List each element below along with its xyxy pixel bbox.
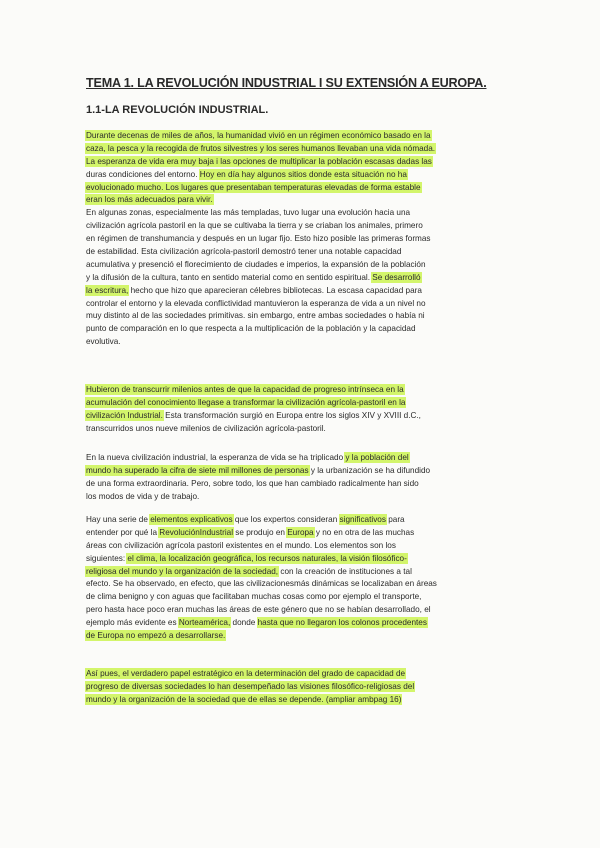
- text-line: [86, 169, 435, 182]
- paragraph-2: [86, 384, 421, 436]
- text-run: Esta transformación surgió en Europa entre los siglos XIV y XVIII d.C.,: [162, 410, 421, 420]
- text-run: con la creación de instituciones a tal: [278, 566, 412, 576]
- highlighted-text: y la población del: [345, 453, 409, 462]
- text-line: [86, 578, 437, 591]
- text-run: de estabilidad. Esta civilización agrícola-pastoril demostró tener una notable capacidad: [86, 247, 402, 257]
- document-title: TEMA 1. LA REVOLUCIÓN INDUSTRIAL I SU EXTENSIÓN A EUROPA.: [86, 76, 487, 90]
- text-line: [86, 591, 437, 604]
- text-run: siguientes:: [86, 553, 128, 563]
- text-run: para: [385, 515, 405, 524]
- highlighted-text: progreso de diversas sociedades lo han desempeñado las visiones filosófico-religiosas del: [86, 681, 415, 691]
- text-run: y la urbanización se ha difundido: [308, 465, 431, 475]
- highlighted-text: La esperanza de vida era muy baja i las opciones de multiplicar la población escasas dadas las: [86, 156, 432, 166]
- text-run: Hay una serie de: [86, 515, 151, 524]
- highlighted-text: caza, la pesca y la recogida de frutos silvestres y los seres humanos llevaban una vida nómada.: [86, 143, 436, 153]
- text-line: [86, 465, 430, 478]
- text-run: civilización agrícola pastoril en la que se cultivaba la tierra y se criaban los animales, primero: [86, 221, 423, 231]
- text-line: [86, 259, 435, 272]
- text-run: entender por qué la: [86, 527, 160, 537]
- text-run: controlar el entorno y la elevada conflictividad mantuvieron la esperanza de vida a un nivel no: [86, 298, 426, 308]
- text-run: los modos de vida y de trabajo.: [86, 491, 200, 501]
- text-line: [86, 514, 437, 527]
- highlighted-text: Durante decenas de miles de años, la humanidad vivió en un régimen económico basado en la: [86, 131, 431, 140]
- text-line: [86, 207, 435, 220]
- paragraph-1: [86, 130, 435, 349]
- text-line: [86, 246, 435, 259]
- highlighted-text: mundo ha superado la cifra de siete mil millones de personas: [86, 465, 309, 475]
- text-line: [86, 553, 437, 566]
- highlighted-text: civilización Industrial.: [86, 410, 163, 420]
- text-line: [86, 194, 435, 207]
- text-line: [86, 182, 435, 195]
- text-line: [86, 298, 435, 311]
- text-line: [86, 323, 435, 336]
- text-line: [86, 336, 435, 349]
- text-run: acumulativa y presenció el florecimiento de ciudades e imperios, la expansión de la población: [86, 259, 426, 269]
- text-run: punto de comparación en lo que respecta a la multiplicación de la población y la capacidad: [86, 324, 416, 334]
- text-line: [86, 220, 435, 233]
- paragraph-3: [86, 452, 430, 504]
- text-line: [86, 668, 414, 681]
- highlighted-text: significativos: [339, 515, 386, 524]
- text-line: [86, 143, 435, 156]
- text-line: [86, 233, 435, 246]
- text-run: pero hasta hace poco eran muchas las áreas de este género que no se habían desarrollado, el: [86, 605, 431, 615]
- text-run: y la difusión de la cultura, tanto en sentido material como en sentido espiritual.: [86, 272, 373, 282]
- text-line: [86, 630, 437, 643]
- highlighted-text: el clima, la localización geográfica, los recursos naturales, la visión filosófico-: [127, 553, 407, 563]
- text-line: [86, 491, 430, 504]
- highlighted-text: hasta que no llegaron los colonos procedentes: [257, 618, 427, 628]
- text-line: [86, 130, 435, 143]
- text-run: que los expertos consideran: [232, 515, 340, 524]
- text-run: áreas con civilización agrícola pastoril existentes en el mundo. Los elementos son los: [86, 540, 396, 550]
- highlighted-text: RevoluciónIndustrial: [159, 527, 234, 537]
- highlighted-text: Hubieron de transcurrir milenios antes de que la capacidad de progreso intrínseca en la: [86, 385, 404, 394]
- text-line: [86, 384, 421, 397]
- text-line: [86, 272, 435, 285]
- text-line: [86, 566, 437, 579]
- highlighted-text: elementos explicativos: [150, 515, 233, 524]
- text-line: [86, 694, 414, 707]
- text-run: efecto. Se ha observado, en efecto, que las civilizacionesmás dinámicas se localizaban en áreas: [86, 579, 437, 589]
- text-run: muy distinto al de las sociedades primitivas. sin embargo, entre ambas sociedades o había ni: [86, 311, 425, 321]
- text-line: [86, 527, 437, 540]
- text-line: [86, 285, 435, 298]
- section-heading: 1.1-LA REVOLUCIÓN INDUSTRIAL.: [86, 104, 269, 116]
- text-run: En algunas zonas, especialmente las más templadas, tuvo lugar una evolución hacia una: [86, 208, 411, 218]
- text-run: y no en otra de las muchas: [313, 527, 415, 537]
- text-line: [86, 681, 414, 694]
- highlighted-text: religiosa del mundo y la organización de la sociedad,: [86, 566, 279, 576]
- highlighted-text: evolucionado mucho. Los lugares que presentaban temperaturas elevadas de forma estable: [86, 182, 421, 192]
- text-line: [86, 423, 421, 436]
- highlighted-text: Norteamérica,: [178, 618, 231, 628]
- paragraph-5: [86, 668, 414, 707]
- text-run: ejemplo más evidente es: [86, 618, 179, 628]
- text-line: [86, 397, 421, 410]
- text-run: se produjo en: [233, 527, 288, 537]
- text-run: En la nueva civilización industrial, la esperanza de vida se ha triplicado: [86, 453, 346, 462]
- highlighted-text: Hoy en día hay algunos sitios donde esta situación no ha: [199, 169, 407, 179]
- highlighted-text: Europa: [287, 527, 314, 537]
- text-line: [86, 478, 430, 491]
- highlighted-text: Así pues, el verdadero papel estratégico en la determinación del grado de capacidad de: [86, 669, 406, 678]
- text-line: [86, 410, 421, 423]
- highlighted-text: de Europa no empezó a desarrollarse.: [86, 631, 226, 641]
- text-run: de una forma extraordinaria. Pero, sobre todo, los que han cambiado radicalmente han sido: [86, 478, 419, 488]
- highlighted-text: eran los más adecuados para vivir.: [86, 195, 213, 205]
- text-run: donde: [230, 618, 258, 628]
- highlighted-text: Se desarrolló: [372, 272, 421, 282]
- text-run: duras condiciones del entorno.: [86, 169, 200, 179]
- text-run: transcurridos unos nueve milenios de civilización agrícola-pastoril.: [86, 423, 326, 433]
- highlighted-text: mundo y la organización de la sociedad que de ellas se depende. (ampliar ambpag 16): [86, 694, 402, 704]
- paragraph-4: [86, 514, 437, 643]
- text-run: en régimen de transhumancia y después en un lugar fijo. Esto hizo posible las primeras formas: [86, 234, 431, 244]
- text-run: hecho que hizo que aparecieran célebres bibliotecas. La escasa capacidad para: [128, 285, 422, 295]
- text-line: [86, 540, 437, 553]
- highlighted-text: la escritura,: [86, 285, 129, 295]
- text-run: de clima benigno y con aguas que facilitaban muchas cosas como por ejemplo el transporte,: [86, 592, 422, 602]
- highlighted-text: acumulación del conocimiento llegase a transformar la civilización agrícola-pastoril en la: [86, 397, 406, 407]
- text-line: [86, 617, 437, 630]
- text-line: [86, 604, 437, 617]
- text-line: [86, 156, 435, 169]
- text-line: [86, 310, 435, 323]
- text-line: [86, 452, 430, 465]
- text-run: evolutiva.: [86, 337, 121, 347]
